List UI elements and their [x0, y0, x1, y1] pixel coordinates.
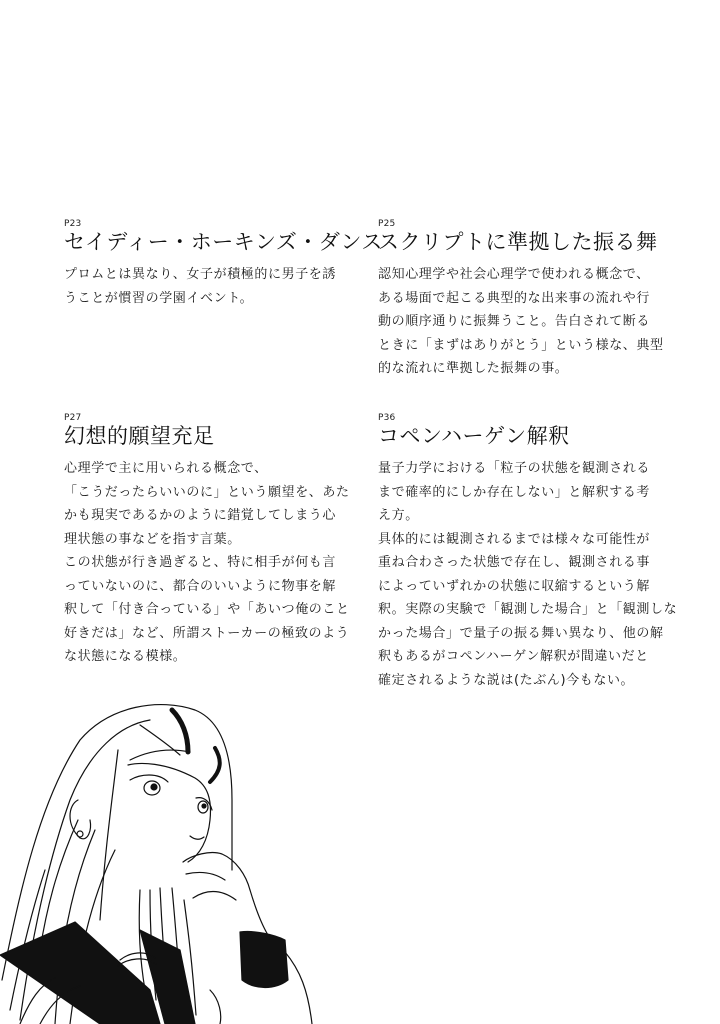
glossary-entry-wish-fulfillment — [64, 413, 364, 669]
description-line: な状態になる模様。 — [64, 649, 187, 664]
term-heading: コペンハーゲン解釈 — [378, 424, 570, 448]
description-line: 認知心理学や社会心理学で使われる概念で、 — [378, 267, 650, 282]
page-reference: P36 — [378, 413, 396, 423]
description-line: え方。 — [378, 508, 419, 523]
description-line: 量子力学における「粒子の状態を観測される — [378, 461, 651, 476]
description-line: うことが慣習の学園イベント。 — [64, 290, 254, 306]
description-line: ときに「まずはありがとう」という様な、典型 — [378, 337, 664, 353]
term-description — [378, 457, 678, 692]
description-line: 重ね合わさった状態で存在し、観測される事 — [378, 555, 651, 570]
description-line: まで確率的にしか存在しない」と解釈する考 — [378, 484, 651, 500]
description-line: かった場合」で量子の振る舞い異なり、他の解 — [378, 625, 664, 641]
page-reference: P25 — [378, 219, 396, 229]
girl-illustration — [0, 690, 360, 1024]
description-line: ある場面で起こる典型的な出来事の流れや行 — [378, 290, 651, 306]
description-line: っていないのに、都合のいいように物事を解 — [64, 578, 337, 594]
description-line: 理状態の事などを指す言葉。 — [64, 531, 241, 547]
description-line: 好きだは」など、所謂ストーカーの極致のよう — [64, 625, 350, 641]
term-heading: 幻想的願望充足 — [64, 424, 215, 448]
term-description — [378, 263, 678, 381]
description-line: プロムとは異なり、女子が積極的に男子を誘 — [64, 267, 337, 282]
description-line: によっていずれかの状態に収縮するという解 — [378, 578, 651, 594]
page-reference: P27 — [64, 413, 82, 423]
description-line: 確定されるような説は(たぶん)今もない。 — [378, 672, 635, 688]
description-line: 動の順序通りに振舞うこと。告白されて断る — [378, 314, 651, 329]
description-line: 釈して「付き合っている」や「あいつ俺のこと — [64, 602, 350, 617]
description-line: この状態が行き過ぎると、特に相手が何も言 — [64, 555, 337, 570]
description-line: 釈。実際の実験で「観測した場合」と「観測しな — [378, 602, 678, 617]
description-line: 的な流れに準拠した振舞の事。 — [378, 361, 569, 376]
term-description — [64, 263, 364, 310]
term-description — [64, 457, 364, 669]
description-line: 具体的には観測されるまでは様々な可能性が — [378, 531, 651, 547]
description-line: 心理学で主に用いられる概念で、 — [64, 461, 268, 476]
description-line: かも現実であるかのように錯覚してしまう心 — [64, 508, 337, 523]
term-heading: セイディー・ホーキンズ・ダンス — [64, 230, 383, 254]
term-heading: スクリプトに準拠した振る舞 — [378, 230, 658, 254]
description-line: 釈もあるがコペンハーゲン解釈が間違いだと — [378, 649, 649, 664]
description-line: 「こうだったらいいのに」という願望を、あた — [64, 484, 350, 500]
glossary-entry-script-behavior — [378, 219, 678, 381]
glossary-entry-sadie-hawkins — [64, 219, 383, 310]
page-reference: P23 — [64, 219, 82, 229]
glossary-entry-copenhagen — [378, 413, 678, 692]
